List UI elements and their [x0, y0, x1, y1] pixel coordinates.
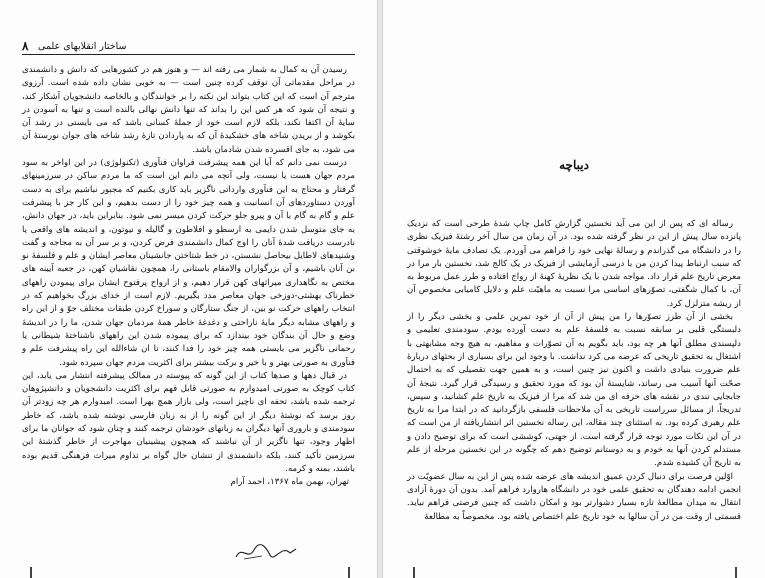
- right-body-text: [407, 218, 741, 524]
- paragraph: بخشی از آن طرز تصوّرها را من پیش از آن از خود تمرین علمی و بخشی دیگر را از دلبستگی قلبی بر سابقه نسبت به فلسفهٔ علم به دست آورده بودم. سودمندی تعلیمی و دلپسندی مطلق آنها هر چه بود، باید بگویم به آن تصوّرات و مفاهیم، به هیچ وجه مشابهتی با اشتغال به تحقیق تاریخی که عرضه می کرد نداشت. با وجود این برای بسیاری از بحثهای دربارهٔ علم ضرورت بنیادی داشت و اکنون نیز چنین است، و به همین جهت تقصیلی که به احتمال صحّت آنها آسیب می رساند، شایستهٔ آن بود که مورد تحقیق و رسیدگی قرار گیرد. نتیجهٔ آن جابجایی تندی در نقشه های حرفه ای من شد که مرا از فیزیک به تاریخ علم کشانید، و سپس، تدریجاً، از مسائل سرراست تاریخی به آن ملاحظات فلسفی بازگردانید که در ابتدا مرا به تاریخ علم رهبری کرده بود. به استثنای چند مقاله، این رساله نخستین اثر انتشاریافته از من است که در آن این نکات مورد توجه قرار گرفته است. از جهتی، کوششی است که برای توضیح دادن و مستدلم کردن آنها به خودم و به دوستانم توضیح دهم که چگونه در این نخستین مرحله از علم به تاریخ آن کشیده شدم.: [407, 312, 741, 469]
- trim-mark: [348, 567, 350, 578]
- page-number: ۸: [22, 39, 29, 53]
- running-title: ساختار انقلابهای علمی: [38, 41, 127, 52]
- signature-mark: [232, 541, 302, 563]
- trim-mark: [30, 567, 32, 578]
- paragraph: رساله ای که پس از این می آید نخستین گزارش کامل چاپ شدهٔ طرحی است که نزدیک پانزده سال پیش از این در نظر گرفته شده بود. در آن زمان من سال آخر رشتهٔ فیزیک نظری را در دانشگاه می گذراندم و رسالهٔ نهایی خود را فراهم می آوردم. یک تصادف مایهٔ خوشوقتی که سبب ارتباط پیدا کردن من با درسی آزمایشی از فیزیک در یک کالج شد، نخستین بار مرا در معرض تاریخ علم قرار داد. مواجه شدن با یک نظریهٔ کهنهٔ از رواج افتاده و طرز عمل مربوط به آن، با کمال شگفتی، تصوّرهای اساسی مرا نسبت به ماهیّت علم و دلایل کامیابی مخصوص آن از ریشه متزلزل کرد.: [407, 219, 741, 309]
- paragraph: در قبال دهها و صدها کتاب از این گونه که پیوسته در ممالک پیشرفته انتشار می یابد، این کتاب کوچک به صورتی امیدوارم به صورتی قابل فهم برای اکثریت دانشجویان و دانشپژوهان ترجمه شده باشد، تحفه ای ناچیز است، ولی بازار همچ بهرا است. امیدوارم هر چه زودتر آن روز برسد که نوشتهٔ دیگر از این گونه را از به زبان فارسی نوشته شده باشد، که خاطر سودمندی و باروری آنها دیگران به زبانهای خودشان ترجمه کنند و چنان شود که جوانان ما برای اظهار وجود، تنها ناگزیر از آن نباشند که همچون پیشینیان مهاجرت از خاطر گذشتهٔ این سرزمین تأکید کنند، بلکه دانشمندی از تنشان حال گواه بر تداوم میراث فرهنگی قدیم بوده باشند، بمنه و کرمه.: [22, 370, 355, 474]
- signoff: تهران، بهمن ماه ۱۳۶۷، احمد آرام: [230, 477, 349, 488]
- trim-mark: [413, 567, 415, 578]
- paragraph: اوّلین فرصت برای دنبال کردن عمیق اندیشه های عرضه شده پس از این به سال عضویّت در انجمن ادامه دهندگان به تحقیق علمی خود در دانشگاه هاروارد فراهم آمد. بدون آن دورهٔ آزادی انتقال به میدان مطالعهٔ تازه بسیار دشوارتر بود و امکان داشت که چنین فرصتی فراهم نیاید. قسمتی از وقت من در آن سالها به خود تاریخ علم اختصاص یافته بود. مخصوصاً به مطالعهٔ: [407, 471, 741, 522]
- chapter-heading: دیباچه: [559, 158, 589, 172]
- left-body-text: [22, 64, 355, 490]
- running-head: [22, 40, 355, 55]
- right-page: [382, 0, 765, 578]
- paragraph: رسیدن آن به کمال به شمار می رفته اند — و هنوز هم در کشورهایی که دانش و دانشمندی در مراحل مقدماتی آن توقف کرده چنین است — به خوبی نشان داده شده است. آرزوی مترجم آن است که این کتاب بتواند این نکته را بر خوانندگان و بالخاصه دانشجویان آشکار کند، و نتیجه آن شود که هر کس این را بداند که تنها دانش نهالی بالنده است و تنها به آسودن در سایهٔ آن اکتفا نکند، بلکه لازم است خود از جملهٔ کسانی باشد که می بایستی در رشد آن بکوشد و از بریدن شاخه های خشکیدهٔ آن که به پاردادن تازهٔ رشد شاخه های جوان نورستهٔ آن می شود، به جای افسرده شدن شادمان باشد.: [22, 65, 355, 155]
- trim-mark: [735, 567, 737, 578]
- left-page: [0, 0, 378, 578]
- paragraph: درست نمی دانم که آیا این همه پیشرفت فراوان فنآوری (تکنولوژی) در این اواخر به سود مردم جهان هست یا نیست، ولی آنچه می دانم این است که ما مردم ساکن در سرزمینهای گرفتار و محتاج به این فنآوری وارداتی ناگزیر باید کاری بکنیم که مجبور نباشیم برای به دست آوردن دستاوردهای آن انسانیت و همه چیز خود را از دست بدهیم، و این کار جز با پیشرفت علم و گام به گام با آن و پیرو جلو حرکت کردن میسر نمی شود. بنابراین باید، در جهان دانش، به جای متوسل شدن دایمی به ارسطو و افلاطون و گالیله و نیوتون، و اندیشه های واقعی یا نادرست دریافت شدهٔ آنان را اوج کمال دانشمندی فرض کردن، و بر سر آن به مجاجه و گفت وشنیدهای لاطایل بیحاصل نشستن، در خط شتاختن جانشینان معاصر ایشان و علم و فلسفهٔ نو بن آنان باشیم، و آن بزرگواران والامقام باستانی را، همچون نقاشیان کهن، در جعبه آیینه های مختص به نگاهداری میراثهای کهن قرار دهیم، و از ارواح پرفتوح ایشان برای پیمودن راههای خطرناک بهشتی-دوزخی جهان معاصر مدد بگیریم. لازم است از خدای بزرگ بخواهیم که در انتخاب راههای حرکت نو بین، از جنگ ستارگان و سوراخ کردن طبقات مختلف جوّ و از این راه و راههای مشابه دیگر مایهٔ ناراحتی و دغدغهٔ خاطر همهٔ مردمان جهان شدن، ما را در اندیشهٔ وضع و حال آن بندگان خود بیندازد که برای پیموده شدن این راههای ناشناختهٔ شیطانی یا رحمانی ناگزیر می بایستی همه چیز خود را فدا کنند، تا ان شاءالله این راه پیشرفت علم و فنآوری به صورتی بهتر و با خیر و برکت بیشتر برای اکثریت مردم جهان سپرده شود.: [22, 158, 355, 368]
